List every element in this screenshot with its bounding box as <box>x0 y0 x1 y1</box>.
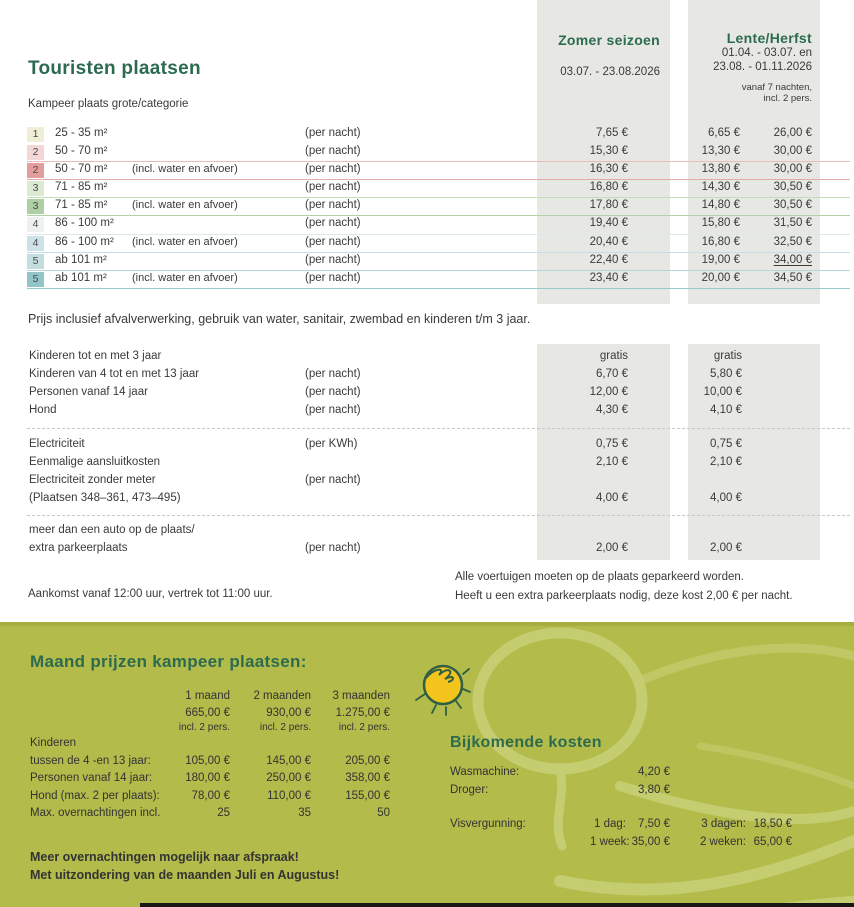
duration-price: 7,50 € <box>638 818 670 830</box>
row-label: meer dan een auto op de plaats/ <box>29 524 195 536</box>
summer-price: 22,40 € <box>589 253 628 266</box>
category-badge: 3 <box>27 181 44 196</box>
table-row <box>450 836 792 854</box>
table-row <box>27 126 850 144</box>
spring-price: 20,00 € <box>701 271 740 284</box>
value-1-month: 105,00 € <box>185 754 230 767</box>
sun-icon <box>412 652 482 722</box>
included-note: Prijs inclusief afvalverwerking, gebruik van water, sanitair, zwembad en kinderen t/m 3 jaar. <box>28 312 531 326</box>
incl-label: incl. 2 pers. <box>259 722 311 733</box>
spring-price: 14,30 € <box>701 181 740 194</box>
table-row <box>27 437 850 455</box>
month-incl-labels <box>30 722 393 737</box>
plot-size: 71 - 85 m² <box>55 181 108 194</box>
plot-extra: (incl. water en afvoer) <box>132 199 238 212</box>
row-label: (Plaatsen 348–361, 473–495) <box>29 492 181 504</box>
col-header-1-month: 1 maand <box>185 690 230 702</box>
unit-label: (per nacht) <box>305 253 361 266</box>
category-badge: 3 <box>27 199 44 214</box>
value-1-month: 78,00 € <box>191 789 230 802</box>
duration-price: 35,00 € <box>631 836 670 848</box>
plot-size: 71 - 85 m² <box>55 199 108 212</box>
table-row <box>30 807 393 825</box>
unit-label: (per nacht) <box>305 199 361 212</box>
spring-price: 2,00 € <box>710 542 742 554</box>
unit-label: (per nacht) <box>305 542 361 554</box>
spring-price: 19,00 € <box>701 253 740 266</box>
value-3-months: 205,00 € <box>345 754 390 767</box>
table-row <box>27 253 850 271</box>
table-row <box>30 772 393 790</box>
row-label: Personen vanaf 14 jaar: <box>30 772 153 784</box>
table-row <box>27 198 850 216</box>
spring-price: 10,00 € <box>703 386 742 398</box>
table-row <box>27 491 850 509</box>
summer-price: gratis <box>599 350 628 362</box>
row-value: 3,80 € <box>638 784 670 796</box>
base-price-3-months: 1.275,00 € <box>335 707 390 719</box>
row-label: Personen vanaf 14 jaar <box>29 386 148 398</box>
table-row <box>30 737 393 755</box>
value-3-months: 155,00 € <box>345 789 390 802</box>
spring-price: 13,30 € <box>701 145 740 158</box>
unit-label: (per nacht) <box>305 474 361 486</box>
electricity-table <box>27 437 850 509</box>
row-label: Electriciteit zonder meter <box>29 474 156 486</box>
spring-week-price: 34,50 € <box>773 271 812 284</box>
spring-price: 4,10 € <box>710 404 742 416</box>
spring-season-dates-1: 01.04. - 03.07. en <box>721 47 812 59</box>
table-row <box>27 235 850 253</box>
unit-label: (per nacht) <box>305 163 361 176</box>
duration-label: 1 dag: <box>594 818 626 830</box>
unit-label: (per nacht) <box>305 127 361 139</box>
spring-price: 6,65 € <box>708 127 740 139</box>
dashed-divider <box>27 515 850 516</box>
month-note-1: Meer overnachtingen mogelijk naar afspraak! <box>30 850 299 864</box>
category-badge: 5 <box>27 254 44 269</box>
base-price-2-months: 930,00 € <box>266 707 311 719</box>
summer-price: 12,00 € <box>589 386 628 398</box>
table-row <box>30 755 393 773</box>
table-row <box>27 385 850 403</box>
value-3-months: 358,00 € <box>345 772 390 784</box>
spring-season-note: vanaf 7 nachten, incl. 2 pers. <box>741 82 812 104</box>
spring-price: 4,00 € <box>710 492 742 504</box>
table-row <box>27 523 850 541</box>
category-badge: 4 <box>27 236 44 251</box>
unit-label: (per nacht) <box>305 145 361 158</box>
summer-season-dates: 03.07. - 23.08.2026 <box>560 66 660 78</box>
unit-label: (per nacht) <box>305 404 361 416</box>
row-label: Kinderen tot en met 3 jaar <box>29 350 162 362</box>
unit-label: (per KWh) <box>305 438 358 450</box>
summer-price: 19,40 € <box>589 217 628 230</box>
month-table-header <box>30 690 393 707</box>
value-1-month: 25 <box>217 807 230 819</box>
table-row <box>450 766 670 784</box>
spring-price: 13,80 € <box>701 163 740 176</box>
row-label: Wasmachine: <box>450 766 520 778</box>
unit-label: (per nacht) <box>305 271 361 284</box>
spring-price: 16,80 € <box>701 235 740 248</box>
table-row <box>27 403 850 421</box>
summer-price: 2,10 € <box>596 456 628 468</box>
table-row <box>450 784 670 802</box>
summer-price: 6,70 € <box>596 368 628 380</box>
summer-price: 2,00 € <box>596 542 628 554</box>
spring-price: 14,80 € <box>701 199 740 212</box>
summer-price: 7,65 € <box>596 127 628 139</box>
table-row <box>27 144 850 162</box>
duration-price: 18,50 € <box>753 818 792 830</box>
row-label: tussen de 4 -en 13 jaar: <box>30 754 151 767</box>
category-badge: 4 <box>27 217 44 232</box>
monthly-prices-title: Maand prijzen kampeer plaatsen: <box>30 652 307 671</box>
spring-season-title: Lente/Herfst <box>726 30 812 46</box>
fishing-permit-table <box>450 818 792 854</box>
value-2-months: 145,00 € <box>266 754 311 767</box>
value-1-month: 180,00 € <box>185 772 230 784</box>
spring-week-price: 30,50 € <box>773 199 812 212</box>
row-label: Hond <box>29 404 57 416</box>
summer-price: 17,80 € <box>589 199 628 212</box>
spring-week-price: 26,00 € <box>773 127 812 139</box>
table-row <box>27 180 850 198</box>
plot-size: 25 - 35 m² <box>55 127 108 139</box>
value-2-months: 250,00 € <box>266 772 311 784</box>
spring-season-dates-2: 23.08. - 01.11.2026 <box>713 60 812 73</box>
month-note-2: Met uitzondering van de maanden Juli en Augustus! <box>30 868 340 882</box>
plot-extra: (incl. water en afvoer) <box>132 271 238 284</box>
duration-label: 1 week: <box>590 836 630 848</box>
table-row <box>27 216 850 234</box>
duration-label: 2 weken: <box>699 836 746 848</box>
summer-price: 16,80 € <box>589 181 628 194</box>
summer-price: 0,75 € <box>596 438 628 450</box>
spring-price: 0,75 € <box>710 438 742 450</box>
unit-label: (per nacht) <box>305 368 361 380</box>
spring-week-price: 34,00 € <box>773 253 812 266</box>
col-header-3-months: 3 maanden <box>332 690 390 702</box>
dashed-divider <box>27 428 850 429</box>
table-row <box>27 473 850 491</box>
plot-extra: (incl. water en afvoer) <box>132 163 238 176</box>
value-2-months: 35 <box>298 807 311 819</box>
unit-label: (per nacht) <box>305 235 361 248</box>
table-caption: Kampeer plaats grote/categorie <box>28 98 189 110</box>
plot-size: 50 - 70 m² <box>55 163 108 176</box>
unit-label: (per nacht) <box>305 181 361 194</box>
row-label: Eenmalige aansluitkosten <box>29 456 161 468</box>
spring-season-header <box>686 30 812 104</box>
plot-size: 50 - 70 m² <box>55 145 108 158</box>
plot-size: ab 101 m² <box>55 271 107 284</box>
spring-week-price: 32,50 € <box>773 235 812 248</box>
table-row <box>27 271 850 289</box>
plot-size: 86 - 100 m² <box>55 235 114 248</box>
duration-label: 3 dagen: <box>701 818 746 830</box>
col-header-2-months: 2 maanden <box>253 690 311 702</box>
row-label: Visvergunning: <box>450 818 526 830</box>
category-badge: 2 <box>27 163 44 178</box>
month-base-prices <box>30 707 393 722</box>
unit-label: (per nacht) <box>305 386 361 398</box>
page-title: Touristen plaatsen <box>28 58 201 79</box>
incl-label: incl. 2 pers. <box>178 722 230 733</box>
spring-price: gratis <box>713 350 742 362</box>
plot-extra: (incl. water en afvoer) <box>132 235 238 248</box>
table-row <box>30 790 393 808</box>
value-2-months: 110,00 € <box>267 789 311 802</box>
spring-week-price: 30,00 € <box>773 145 812 158</box>
row-label: Kinderen <box>30 737 77 749</box>
spring-price: 5,80 € <box>710 368 742 380</box>
monthly-prices-section <box>0 622 854 907</box>
page-edge-line <box>140 903 854 907</box>
spring-week-price: 31,50 € <box>773 217 812 230</box>
row-value: 4,20 € <box>638 766 670 778</box>
summer-price: 16,30 € <box>589 163 628 176</box>
table-row <box>27 349 850 367</box>
table-row <box>27 367 850 385</box>
spring-week-price: 30,00 € <box>773 163 812 176</box>
category-badge: 2 <box>27 145 44 160</box>
month-notes <box>30 848 339 884</box>
vehicle-notes <box>455 568 793 606</box>
base-price-1-month: 665,00 € <box>185 707 230 719</box>
summer-price: 23,40 € <box>589 271 628 284</box>
category-badge: 5 <box>27 272 44 287</box>
row-label: Droger: <box>450 784 489 796</box>
row-label: Max. overnachtingen incl. <box>30 807 161 819</box>
row-label: Kinderen van 4 tot en met 13 jaar <box>29 368 200 380</box>
plot-size: ab 101 m² <box>55 253 107 266</box>
table-row <box>27 455 850 473</box>
table-row <box>27 541 850 559</box>
extra-costs-table <box>450 766 670 802</box>
spring-price: 15,80 € <box>701 217 740 230</box>
category-badge: 1 <box>27 127 44 142</box>
table-row <box>450 818 792 836</box>
spring-price: 2,10 € <box>710 456 742 468</box>
extra-costs-title: Bijkomende kosten <box>450 734 602 751</box>
row-label: extra parkeerplaats <box>29 542 128 554</box>
summer-price: 4,00 € <box>596 492 628 504</box>
monthly-prices-table <box>30 690 393 825</box>
incl-label: incl. 2 pers. <box>338 722 390 733</box>
row-label: Hond (max. 2 per plaats): <box>30 789 160 802</box>
unit-label: (per nacht) <box>305 217 361 230</box>
parking-table <box>27 523 850 559</box>
duration-price: 65,00 € <box>753 836 792 848</box>
summer-season-header <box>535 32 660 78</box>
summer-price: 20,40 € <box>589 235 628 248</box>
persons-table <box>27 349 850 421</box>
vehicle-note-2: Heeft u een extra parkeerplaats nodig, deze kost 2,00 € per nacht. <box>455 590 793 602</box>
value-3-months: 50 <box>377 807 390 819</box>
row-label: Electriciteit <box>29 438 85 450</box>
summer-season-title: Zomer seizoen <box>558 32 660 48</box>
summer-price: 4,30 € <box>596 404 628 416</box>
table-row <box>27 162 850 180</box>
arrival-note: Aankomst vanaf 12:00 uur, vertrek tot 11:00 uur. <box>28 588 273 600</box>
rate-table <box>27 126 850 289</box>
spring-week-price: 30,50 € <box>773 181 812 194</box>
vehicle-note-1: Alle voertuigen moeten op de plaats geparkeerd worden. <box>455 571 744 583</box>
summer-price: 15,30 € <box>589 145 628 158</box>
plot-size: 86 - 100 m² <box>55 217 114 230</box>
